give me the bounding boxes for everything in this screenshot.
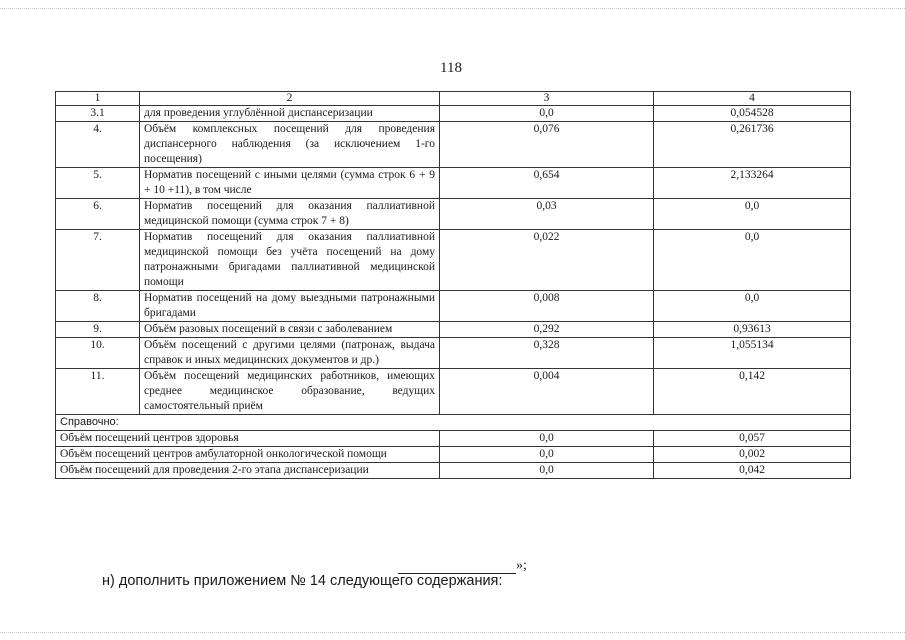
- reference-row: [56, 447, 851, 463]
- closing-mark: [398, 558, 527, 574]
- row-description: Объём комплексных посещений для проведения диспансерного наблюдения (за исключением 1-го посещения): [140, 122, 440, 168]
- row-number: 5.: [56, 168, 140, 199]
- row-value-col4: 0,054528: [654, 106, 851, 122]
- reference-value-col3: 0,0: [440, 447, 654, 463]
- row-number: 10.: [56, 338, 140, 369]
- row-value-col4: 1,055134: [654, 338, 851, 369]
- row-value-col4: 0,142: [654, 369, 851, 415]
- row-value-col3: 0,654: [440, 168, 654, 199]
- row-description: Объём посещений с другими целями (патронаж, выдача справок и иных медицинских документов и др.): [140, 338, 440, 369]
- reference-value-col4: 0,002: [654, 447, 851, 463]
- column-header: 4: [654, 92, 851, 106]
- row-number: 8.: [56, 291, 140, 322]
- reference-label-row: [56, 415, 851, 431]
- row-description: Объём разовых посещений в связи с заболеванием: [140, 322, 440, 338]
- row-value-col3: 0,03: [440, 199, 654, 230]
- reference-description: Объём посещений центров амбулаторной онкологической помощи: [56, 447, 440, 463]
- row-value-col3: 0,0: [440, 106, 654, 122]
- row-value-col4: 0,261736: [654, 122, 851, 168]
- row-value-col3: 0,004: [440, 369, 654, 415]
- indicators-table: [55, 91, 851, 479]
- reference-label: Справочно:: [56, 415, 851, 431]
- row-description: Норматив посещений для оказания паллиативной медицинской помощи без учёта посещений на дому патронажными бригадами паллиативной медицинской помощи: [140, 230, 440, 291]
- page-number: 118: [440, 60, 462, 76]
- reference-description: Объём посещений центров здоровья: [56, 431, 440, 447]
- row-value-col3: 0,022: [440, 230, 654, 291]
- row-value-col4: 0,0: [654, 199, 851, 230]
- reference-value-col4: 0,057: [654, 431, 851, 447]
- closing-quote: »;: [516, 558, 527, 573]
- footer-instruction: н) дополнить приложением № 14 следующего содержания:: [102, 573, 503, 589]
- table-row: [56, 369, 851, 415]
- row-number: 11.: [56, 369, 140, 415]
- table-row: [56, 338, 851, 369]
- reference-value-col4: 0,042: [654, 463, 851, 479]
- row-value-col3: 0,076: [440, 122, 654, 168]
- reference-value-col3: 0,0: [440, 463, 654, 479]
- table-header-row: [56, 92, 851, 106]
- reference-description: Объём посещений для проведения 2-го этапа диспансеризации: [56, 463, 440, 479]
- row-description: Норматив посещений для оказания паллиативной медицинской помощи (сумма строк 7 + 8): [140, 199, 440, 230]
- row-number: 6.: [56, 199, 140, 230]
- reference-row: [56, 431, 851, 447]
- row-description: Норматив посещений с иными целями (сумма строк 6 + 9 + 10 +11), в том числе: [140, 168, 440, 199]
- row-description: Объём посещений медицинских работников, имеющих среднее медицинское образование, ведущих самостоятельный приём: [140, 369, 440, 415]
- column-header: 3: [440, 92, 654, 106]
- row-number: 9.: [56, 322, 140, 338]
- column-header: 1: [56, 92, 140, 106]
- row-description: Норматив посещений на дому выездными патронажными бригадами: [140, 291, 440, 322]
- table-row: [56, 168, 851, 199]
- column-header: 2: [140, 92, 440, 106]
- table-row: [56, 106, 851, 122]
- table-row: [56, 291, 851, 322]
- row-value-col4: 0,0: [654, 230, 851, 291]
- table-row: [56, 230, 851, 291]
- row-value-col3: 0,008: [440, 291, 654, 322]
- row-value-col3: 0,292: [440, 322, 654, 338]
- row-value-col4: 0,0: [654, 291, 851, 322]
- table-row: [56, 322, 851, 338]
- row-number: 7.: [56, 230, 140, 291]
- reference-row: [56, 463, 851, 479]
- row-value-col3: 0,328: [440, 338, 654, 369]
- row-number: 4.: [56, 122, 140, 168]
- row-value-col4: 0,93613: [654, 322, 851, 338]
- table-row: [56, 122, 851, 168]
- row-description: для проведения углублённой диспансеризации: [140, 106, 440, 122]
- row-number: 3.1: [56, 106, 140, 122]
- table-row: [56, 199, 851, 230]
- reference-value-col3: 0,0: [440, 431, 654, 447]
- row-value-col4: 2,133264: [654, 168, 851, 199]
